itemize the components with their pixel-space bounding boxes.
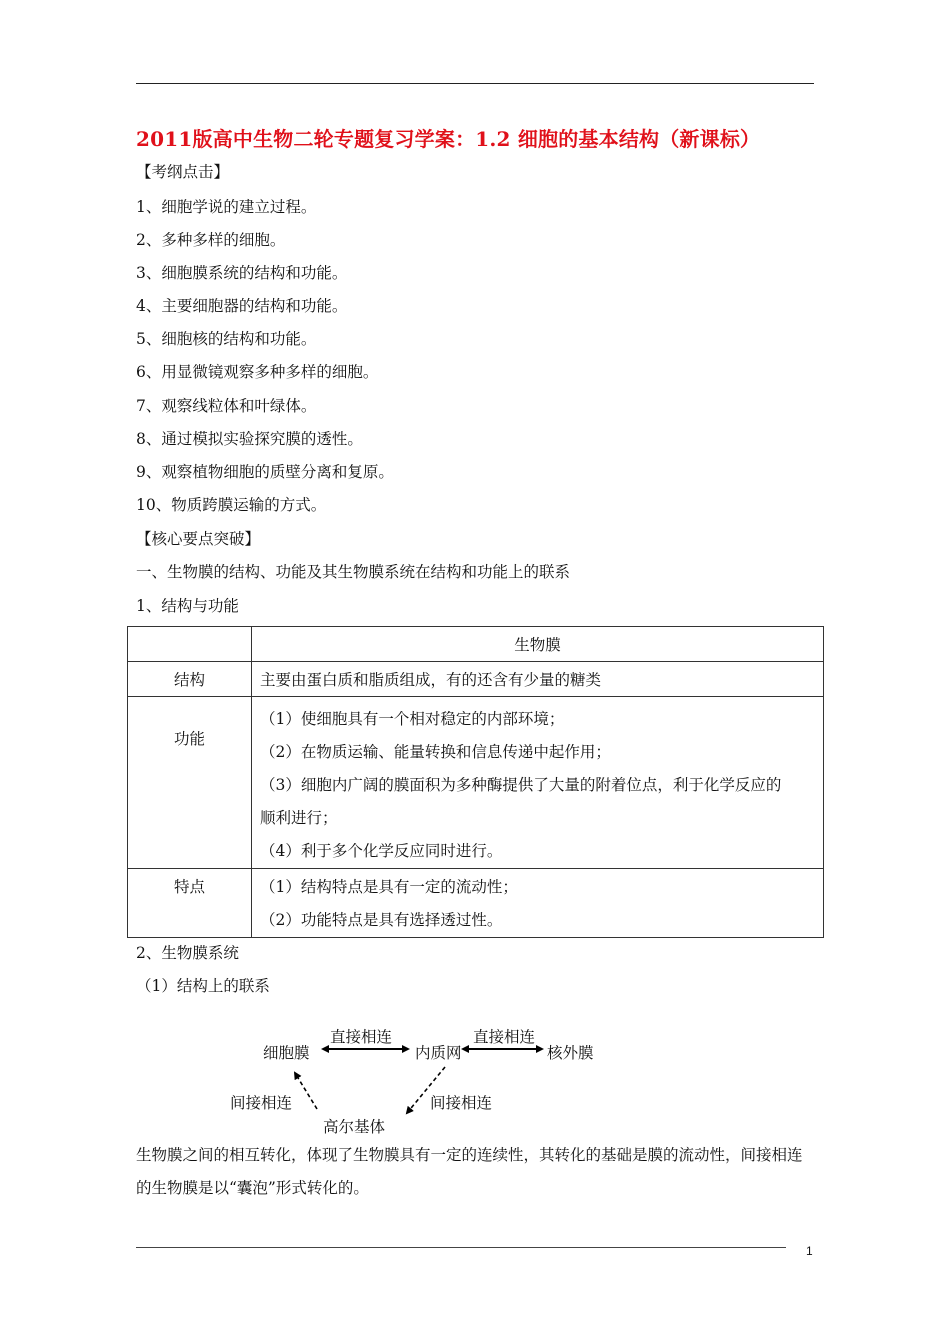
kaogang-item: 4、主要细胞器的结构和功能。 <box>136 297 348 315</box>
node-golgi: 高尔基体 <box>323 1118 386 1136</box>
cell-line: （4）利于多个化学反应同时进行。 <box>260 842 503 860</box>
document-title: 2011版高中生物二轮专题复习学案：1.2 细胞的基本结构（新课标） <box>136 127 761 151</box>
kaogang-heading: 【考纲点击】 <box>136 163 230 181</box>
row-content <box>252 697 824 869</box>
node-cell-membrane: 细胞膜 <box>263 1044 310 1062</box>
row-content <box>252 662 824 697</box>
membrane-table <box>127 626 824 938</box>
dashed-arrow-icon <box>407 1067 445 1113</box>
table-row <box>128 869 824 938</box>
label-indirect-left: 间接相连 <box>230 1094 293 1112</box>
summary-paragraph: 生物膜之间的相互转化，体现了生物膜具有一定的连续性，其转化的基础是膜的流动性，间接相连的生物膜是以“囊泡”形式转化的。 <box>136 1146 803 1197</box>
label-direct-2: 直接相连 <box>473 1028 536 1046</box>
table-row <box>128 697 824 869</box>
cell-line: 顺利进行； <box>260 809 338 827</box>
label-direct-1: 直接相连 <box>330 1028 393 1046</box>
kaogang-item: 5、细胞核的结构和功能。 <box>136 330 317 348</box>
kaogang-item: 2、多种多样的细胞。 <box>136 231 286 249</box>
cell-line: （3）细胞内广阔的膜面积为多种酶提供了大量的附着位点，利于化学反应的 <box>260 776 782 794</box>
subsection-heading: 2、生物膜系统 <box>136 944 239 962</box>
section-heading: 一、生物膜的结构、功能及其生物膜系统在结构和功能上的联系 <box>136 563 571 581</box>
hexin-heading: 【核心要点突破】 <box>136 530 261 548</box>
page-number: 1 <box>806 1244 813 1258</box>
diagram-arrows <box>225 1015 625 1140</box>
table-row <box>128 662 824 697</box>
row-label: 特点 <box>128 869 252 938</box>
cell-line: （2）在物质运输、能量转换和信息传递中起作用； <box>260 743 611 761</box>
kaogang-item: 3、细胞膜系统的结构和功能。 <box>136 264 348 282</box>
kaogang-item: 6、用显微镜观察多种多样的细胞。 <box>136 363 379 381</box>
row-label: 功能 <box>128 697 252 869</box>
kaogang-item: 8、通过模拟实验探究膜的透性。 <box>136 430 363 448</box>
table-header-cell: 生物膜 <box>252 627 824 662</box>
cell-line: （1）使细胞具有一个相对稳定的内部环境； <box>260 710 565 728</box>
subsection-heading: （1）结构上的联系 <box>136 977 270 995</box>
kaogang-item: 1、细胞学说的建立过程。 <box>136 198 317 216</box>
kaogang-item: 10、物质跨膜运输的方式。 <box>136 496 327 514</box>
cell-line: （1）结构特点是具有一定的流动性； <box>260 878 518 896</box>
header-rule <box>136 83 814 84</box>
row-content <box>252 869 824 938</box>
subsection-heading: 1、结构与功能 <box>136 597 239 615</box>
footer-rule <box>136 1247 786 1248</box>
label-indirect-right: 间接相连 <box>430 1094 493 1112</box>
cell-line: （2）功能特点是具有选择透过性。 <box>260 911 503 929</box>
membrane-connection-diagram <box>225 1015 625 1140</box>
node-endoplasmic-reticulum: 内质网 <box>415 1044 462 1062</box>
table-header-row <box>128 627 824 662</box>
row-label: 结构 <box>128 662 252 697</box>
node-nuclear-membrane: 核外膜 <box>547 1044 594 1062</box>
kaogang-item: 7、观察线粒体和叶绿体。 <box>136 397 317 415</box>
kaogang-item: 9、观察植物细胞的质壁分离和复原。 <box>136 463 394 481</box>
cell-line: 主要由蛋白质和脂质组成，有的还含有少量的糖类 <box>260 671 602 689</box>
dashed-arrow-icon <box>295 1073 317 1109</box>
